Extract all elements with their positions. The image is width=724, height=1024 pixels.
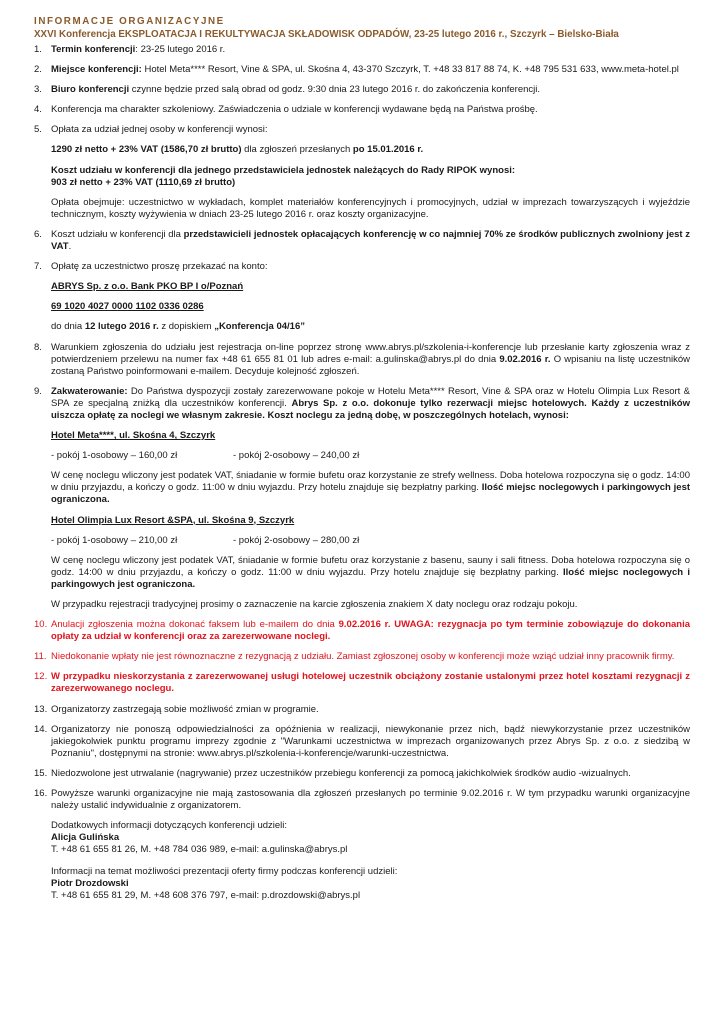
item-number: 5. — [34, 124, 42, 136]
list-item — [34, 788, 690, 812]
item-text: O wpisaniu na listę uczestników zostaną Państwo poinformowani e-mailem. Decyduje kolejność zgłoszeń. — [51, 353, 690, 377]
list-item — [34, 84, 690, 96]
item-number: 16. — [34, 788, 48, 800]
list-item — [34, 261, 690, 333]
item-label: Biuro konferencji — [51, 84, 130, 96]
list-item — [34, 651, 690, 663]
hotel-olimpia-heading: Hotel Olimpia Lux Resort &SPA, ul. Skośna 9, Szczyrk — [51, 514, 295, 526]
item-number: 1. — [34, 44, 42, 55]
item-text: Do Państwa dyspozycji zostały zarezerwowane pokoje w Hotelu Meta**** Resort, Vine & SPA oraz w Hotelu Olimpia Lux Resort & SPA ze specjalną zniżką dla uczestników konferencji. — [51, 385, 690, 409]
ripok-label: Koszt udziału w konferencji dla jednego przedstawiciela jednostek należących do Rady RIPOK wynosi: — [51, 164, 516, 176]
item-text: Niedokonanie wpłaty nie jest równoznaczne z rezygnacją z udziału. Zamiast zgłoszonej osoby w konferencji może wziąć udział inny pracownik firmy. — [51, 651, 675, 663]
hotel-meta-prices — [51, 450, 690, 462]
item-number: 12. — [34, 671, 48, 683]
item-label: Miejsce konferencji: — [51, 64, 142, 76]
contact-intro: Informacji na temat możliwości prezentacji oferty firmy podczas konferencji udzieli: — [51, 865, 398, 877]
cancellation-warning: 9.02.2016 r. UWAGA: rezygnacja po tym terminie zobowiązuje do dokonania opłaty za udział w konferencji oraz za zarezerwowane noclegi. — [51, 619, 691, 643]
terms-list — [34, 44, 691, 812]
contact-details[interactable]: T. +48 61 655 81 26, M. +48 784 036 989, e-mail: a.gulinska@abrys.pl — [51, 844, 348, 856]
item-number: 9. — [34, 385, 42, 397]
hotel-olimpia-prices — [51, 535, 690, 547]
item-text: Konferencja ma charakter szkoleniowy. Zaświadczenia o udziale w konferencji wydawane będą na Państwa prośbę. — [51, 104, 538, 116]
double-room-price: - pokój 2-osobowy – 280,00 zł — [233, 534, 360, 546]
hotel-text: W cenę noclegu wliczony jest podatek VAT, śniadanie w formie bufetu oraz korzystanie z basenu, sauny i sali fitness. Doba hotelowa rozpoczyna się o godz. 14:00 w dniu przyjazdu, a kończy o godz. 11:00 w dniu wyjazdu. Przy hotelu znajduje się bezpłatny parking. — [51, 554, 690, 578]
list-item — [34, 104, 690, 116]
item-text: Anulacji zgłoszenia można dokonać faksem lub e-mailem do dnia — [51, 619, 339, 631]
double-room-price: - pokój 2-osobowy – 240,00 zł — [233, 450, 360, 462]
fee-standard — [51, 144, 690, 156]
item-number: 2. — [34, 64, 42, 76]
item-number: 6. — [34, 228, 42, 240]
bank-account: 69 1020 4027 0000 1102 0336 0286 — [51, 301, 204, 313]
fee-text: dla zgłoszeń przesłanych — [241, 144, 353, 156]
item-text: Hotel Meta**** Resort, Vine & SPA, ul. Skośna 4, 43-370 Szczyrk, T. +48 33 817 88 74, K. +48 795 531 633, www.meta-hotel.pl — [141, 64, 679, 76]
list-item — [34, 385, 691, 611]
item-number: 14. — [34, 723, 48, 735]
contact-intro: Dodatkowych informacji dotyczących konferencji udzieli: — [51, 820, 288, 832]
deadline-text: do dnia — [51, 321, 85, 333]
item-bold: W przypadku nieskorzystania z zarezerwowanej usługi hotelowej uczestnik obciążony zostanie ustalonymi przez hotel kosztami rezygnacji z zarezerwowanego noclegu. — [51, 671, 690, 695]
item-text: Organizatorzy zastrzegają sobie możliwość zmian w programie. — [51, 703, 319, 715]
item-text: Opłatę za uczestnictwo proszę przekazać na konto: — [51, 261, 268, 273]
payment-deadline — [51, 321, 690, 333]
section-heading: INFORMACJE ORGANIZACYJNE — [34, 16, 225, 27]
item-number: 13. — [34, 703, 48, 715]
item-number: 11. — [34, 651, 47, 663]
registration-note: W przypadku rejestracji tradycyjnej prosimy o zaznaczenie na karcie zgłoszenia znakiem X daty noclegu oraz rodzaju pokoju. — [51, 599, 578, 610]
single-room-price: - pokój 1-osobowy – 210,00 zł — [51, 534, 178, 546]
item-text: Niedozwolone jest utrwalanie (nagrywanie) przez uczestników przebiegu konferencji za pomocą jakichkolwiek środków audio -wizualnych. — [51, 767, 631, 779]
item-number: 4. — [34, 104, 42, 116]
list-item — [34, 619, 691, 643]
item-number: 7. — [34, 261, 42, 273]
item-text: Warunkiem zgłoszenia do udziału jest rejestracja on-line poprzez stronę www.abrys.pl/szkolenia-i-konferencje lub przesłanie karty zgłoszenia wraz z potwierdzeniem przelewu na numer fax +48 61 655 81 01 lub adres e-mail: a.gulinska@abrys.pl do dnia — [51, 341, 690, 365]
single-room-price: - pokój 1-osobowy – 160,00 zł — [51, 450, 178, 462]
list-item — [34, 671, 690, 695]
fee-includes: Opłata obejmuje: uczestnictwo w wykładach, komplet materiałów konferencyjnych i promocyjnych, udział w imprezach towarzyszących i wyjeździe technicznym, koszty wyżywienia w dniach 23-25 lutego 2016 r. oraz koszty organizacyjne. — [51, 196, 690, 220]
item-bold: przedstawicieli jednostek opłacających konferencję w co najmniej 70% ze środków publicznych zwolniony jest z VAT — [51, 228, 690, 253]
item-text: Opłata za udział jednej osoby w konferencji wynosi: — [51, 124, 268, 136]
contacts-block — [51, 820, 690, 902]
fee-date: po 15.01.2016 r. — [352, 144, 424, 156]
list-item — [34, 64, 690, 76]
item-text: czynne będzie przed salą obrad od godz. 9:30 dnia 23 lutego 2016 r. do zakończenia konferencji. — [129, 84, 541, 96]
item-bold: Abrys Sp. z o.o. dokonuje tylko rezerwacji miejsc hotelowych. Każdy z uczestników uiszcza opłatę za noclegi we własnym zakresie. Koszt noclegu za jedną dobę, w poszczególnych hotelach, wynosi: — [51, 397, 690, 421]
item-text: . — [68, 241, 72, 253]
list-item — [34, 44, 690, 56]
item-text: Organizatorzy nie ponoszą odpowiedzialności za opóźnienia w realizacji, niewykonanie przez nich, bądź niewykorzystanie przez uczestników jakiegokolwiek punktu programu imprezy zgodnie z "Warunkami uczestnictwa w imprezach organizowanych przez Abrys Sp. z o.o. z siedzibą w Poznaniu", dostępnymi na stronie: www.abrys.pl/szkolenia-i-konferencje/warunki-uczestnictwa. — [51, 723, 690, 759]
hotel-meta-details — [51, 470, 690, 506]
registration-deadline: 9.02.2016 r. — [499, 353, 551, 365]
hotel-olimpia-details — [51, 555, 690, 591]
item-text: : 23-25 lutego 2016 r. — [135, 44, 226, 55]
item-number: 8. — [34, 341, 42, 353]
list-item — [34, 767, 690, 780]
hotel-text: W cenę noclegu wliczony jest podatek VAT, śniadanie w formie bufetu oraz korzystanie ze strefy wellness. Doba hotelowa rozpoczyna się o godz. 14:00 w dniu przyjazdu, a kończy o godz. 11:00 w dniu wyjazdu. Przy hotelu znajduje się bezpłatny parking. — [51, 470, 690, 494]
list-item — [34, 228, 690, 253]
deadline-date: 12 lutego 2016 r. — [84, 321, 159, 333]
contact-name: Piotr Drozdowski — [51, 877, 129, 889]
list-item — [34, 124, 690, 221]
item-text: Powyższe warunki organizacyjne nie mają zastosowania dla zgłoszeń przesłanych po terminie 9.02.2016 r. W tym przypadku warunki organizacyjne należy ustalić indywidualnie z organizatorem. — [51, 788, 690, 812]
hotel-limit-note: Ilość miejsc noclegowych i parkingowych jest ograniczona. — [51, 566, 690, 590]
item-number: 3. — [34, 84, 42, 96]
list-item — [34, 341, 690, 378]
conference-title: XXVI Konferencja EKSPLOATACJA I REKULTYWACJA SKŁADOWISK ODPADÓW, 23-25 lutego 2016 r., Szczyrk – Bielsko-Biała — [34, 29, 619, 40]
item-label: Zakwaterowanie: — [51, 385, 128, 397]
item-label: Termin konferencji — [51, 44, 136, 55]
contact-details[interactable]: T. +48 61 655 81 29, M. +48 608 376 797, e-mail: p.drozdowski@abrys.pl — [51, 889, 361, 901]
bank-name: ABRYS Sp. z o.o. Bank PKO BP I o/Poznań — [51, 281, 244, 293]
hotel-limit-note: Ilość miejsc noclegowych i parkingowych jest ograniczona. — [51, 482, 691, 506]
list-item — [34, 703, 690, 716]
hotel-meta-heading: Hotel Meta****, ul. Skośna 4, Szczyrk — [51, 430, 216, 442]
payment-reference: „Konferencja 04/16” — [214, 321, 306, 333]
deadline-text: z dopiskiem — [158, 321, 215, 333]
list-item — [34, 723, 690, 760]
fee-ripok — [51, 165, 690, 189]
contact-name: Alicja Gulińska — [51, 832, 120, 844]
item-number: 10. — [34, 619, 48, 631]
fee-amount: 1290 zł netto + 23% VAT (1586,70 zł brutto) — [51, 144, 242, 156]
item-number: 15. — [34, 767, 48, 779]
ripok-amount: 903 zł netto + 23% VAT (1110,69 zł brutto) — [51, 176, 236, 188]
item-text: Koszt udziału w konferencji dla — [51, 228, 184, 240]
